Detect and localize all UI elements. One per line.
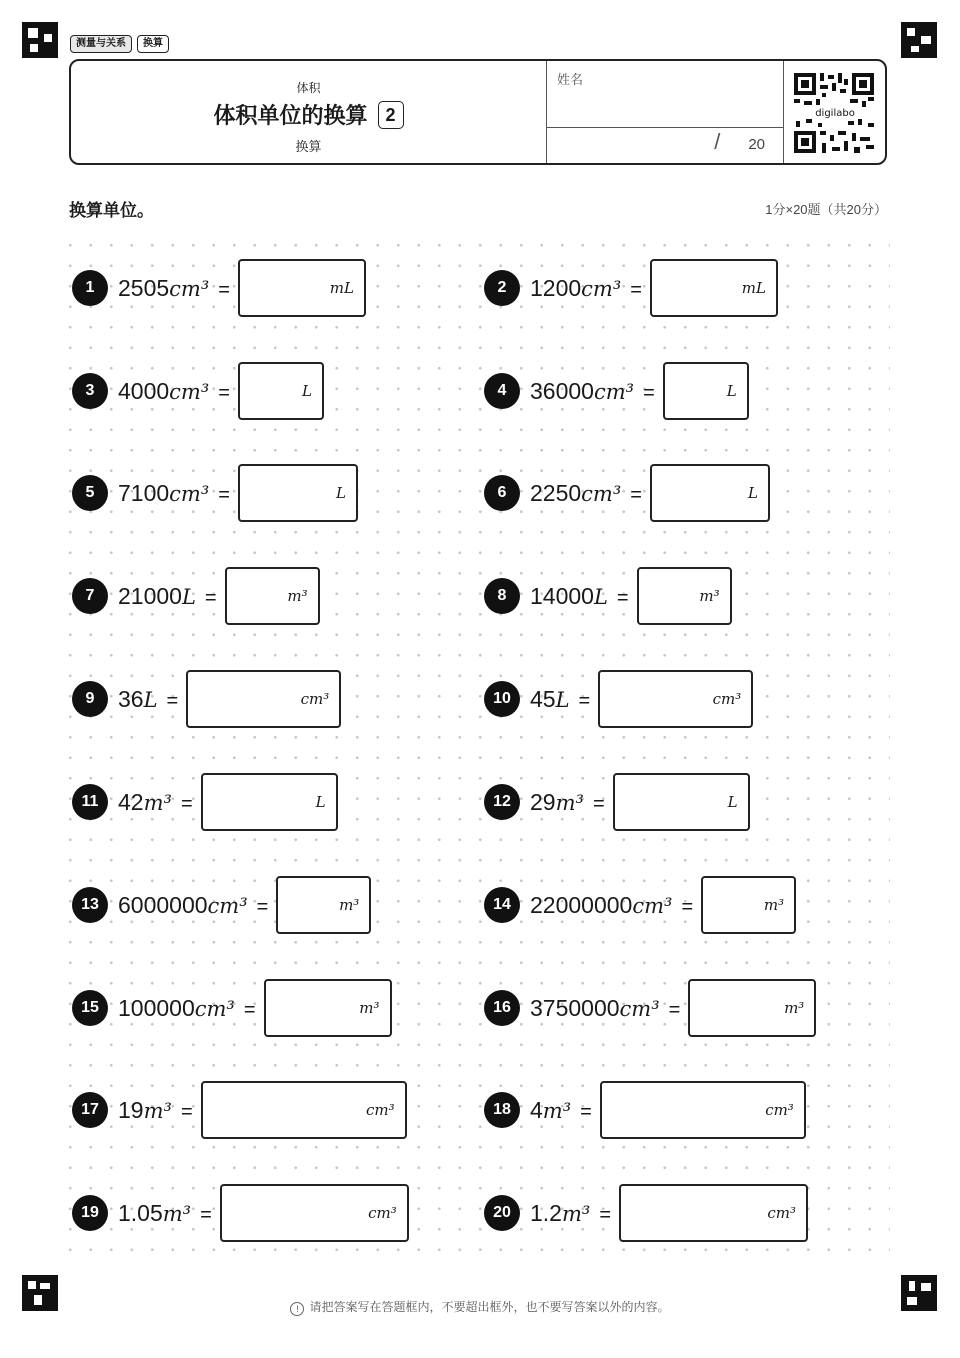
info-icon: ! [290, 1302, 304, 1316]
problem-value: 100000 [118, 994, 195, 1021]
name-label: 姓名 [557, 72, 584, 87]
problem-value: 45 [530, 685, 556, 712]
problem-3 [72, 360, 324, 422]
problem-expression [118, 1200, 220, 1227]
problem-value: 7100 [118, 479, 170, 506]
answer-unit: cm³ [365, 1101, 395, 1119]
equals-sign: = [256, 895, 269, 918]
problem-8 [484, 565, 732, 627]
problem-value: 4 [530, 1096, 543, 1123]
problem-7 [72, 565, 320, 627]
equals-sign: = [180, 792, 193, 815]
problem-number-badge: 3 [72, 373, 108, 409]
equals-sign: = [243, 998, 256, 1021]
problem-source-unit: L [143, 687, 158, 712]
problem-expression [118, 583, 225, 610]
problem-20 [484, 1182, 808, 1244]
problem-number-badge: 8 [484, 578, 520, 614]
answer-box[interactable] [238, 362, 324, 420]
equals-sign: = [599, 1203, 612, 1226]
timing-text: 1分×20题（共20分） [765, 199, 887, 218]
problem-number-badge: 10 [484, 681, 520, 717]
problem-number-badge: 4 [484, 373, 520, 409]
problem-expression [118, 1097, 201, 1124]
equals-sign: = [592, 792, 605, 815]
answer-unit: m³ [339, 896, 360, 914]
problem-value: 1.2 [530, 1199, 562, 1226]
title-block [71, 61, 546, 163]
problem-15 [72, 977, 392, 1039]
tag-conversion: 换算 [137, 35, 169, 53]
answer-box[interactable] [650, 464, 770, 522]
answer-box[interactable] [276, 876, 371, 934]
problem-value: 21000 [118, 582, 182, 609]
equals-sign: = [668, 998, 681, 1021]
corner-marker-top-right [901, 22, 937, 58]
problem-14 [484, 874, 796, 936]
equals-sign: = [180, 1100, 193, 1123]
problem-number-badge: 20 [484, 1195, 520, 1231]
problem-13 [72, 874, 371, 936]
answer-box[interactable] [264, 979, 392, 1037]
score-slash: / [714, 129, 721, 154]
answer-box[interactable] [220, 1184, 409, 1242]
problem-expression [530, 686, 598, 713]
problem-expression [530, 789, 613, 816]
problem-value: 1200 [530, 274, 582, 301]
answer-box[interactable] [619, 1184, 808, 1242]
worksheet-subtitle: 体积 [296, 81, 321, 95]
answer-unit: mL [741, 279, 766, 297]
equals-sign: = [643, 381, 655, 404]
problem-value: 3750000 [530, 994, 620, 1021]
answer-unit: L [335, 484, 346, 502]
problem-source-unit: cm³ [169, 379, 210, 404]
problem-source-unit: m³ [555, 790, 584, 815]
problem-source-unit: L [555, 687, 570, 712]
corner-marker-top-left [22, 22, 58, 58]
problem-value: 29 [530, 788, 556, 815]
problem-number-badge: 12 [484, 784, 520, 820]
problem-source-unit: cm³ [619, 996, 660, 1021]
problem-expression [118, 378, 238, 405]
worksheet-unit-label: 换算 [295, 139, 322, 154]
problem-number-badge: 14 [484, 887, 520, 923]
problem-expression [118, 995, 264, 1022]
answer-box[interactable] [201, 1081, 407, 1139]
worksheet-number: 2 [378, 101, 404, 129]
problem-source-unit: cm³ [581, 481, 622, 506]
problem-expression [118, 892, 276, 919]
equals-sign: = [630, 483, 642, 506]
problem-source-unit: cm³ [581, 276, 622, 301]
problem-value: 6000000 [118, 891, 208, 918]
problem-19 [72, 1182, 409, 1244]
category-tags [70, 35, 169, 53]
problem-6 [484, 462, 770, 524]
problem-number-badge: 5 [72, 475, 108, 511]
answer-unit: cm³ [300, 690, 330, 708]
answer-box[interactable] [701, 876, 796, 934]
problem-value: 2505 [118, 274, 170, 301]
problem-expression [530, 995, 688, 1022]
score-total: 20 [748, 136, 765, 153]
instruction-text: 换算单位。 [69, 201, 154, 220]
score-field[interactable] [714, 129, 765, 155]
problem-source-unit: cm³ [207, 893, 248, 918]
answer-box[interactable] [186, 670, 341, 728]
name-field[interactable] [547, 61, 783, 128]
tag-measurement: 测量与关系 [70, 35, 132, 53]
answer-unit: L [301, 382, 312, 400]
worksheet-title-row [71, 99, 546, 130]
problem-number-badge: 19 [72, 1195, 108, 1231]
equals-sign: = [200, 1203, 212, 1226]
answer-unit: L [726, 382, 737, 400]
problem-2 [484, 257, 778, 319]
problem-number-badge: 11 [72, 784, 108, 820]
student-info-block [546, 61, 784, 163]
answer-unit: cm³ [765, 1101, 794, 1119]
problem-expression [118, 480, 238, 507]
problem-12 [484, 771, 750, 833]
problem-expression [530, 892, 701, 919]
problem-expression [530, 378, 663, 405]
answer-box[interactable] [650, 259, 778, 317]
equals-sign: = [580, 1100, 592, 1123]
problem-5 [72, 462, 358, 524]
answer-unit: L [747, 484, 758, 502]
equals-sign: = [166, 689, 179, 712]
problem-number-badge: 1 [72, 270, 108, 306]
problem-1 [72, 257, 366, 319]
answer-box[interactable] [637, 567, 732, 625]
problem-number-badge: 9 [72, 681, 108, 717]
problem-source-unit: m³ [143, 1098, 172, 1123]
qr-label: digilabo [815, 108, 855, 119]
problem-expression [530, 1097, 600, 1124]
problem-source-unit: cm³ [194, 996, 235, 1021]
problem-value: 36000 [530, 377, 594, 404]
equals-sign: = [578, 689, 591, 712]
answer-box[interactable] [688, 979, 816, 1037]
problem-number-badge: 2 [484, 270, 520, 306]
problem-expression [530, 1200, 619, 1227]
problem-source-unit: m³ [143, 790, 172, 815]
problem-value: 2250 [530, 479, 582, 506]
problem-value: 42 [118, 788, 144, 815]
problem-10 [484, 668, 753, 730]
problem-expression [530, 583, 637, 610]
problem-source-unit: cm³ [593, 379, 635, 404]
answer-unit: m³ [359, 999, 380, 1017]
answer-box[interactable] [225, 567, 320, 625]
problem-source-unit: m³ [561, 1201, 591, 1226]
problem-16 [484, 977, 816, 1039]
answer-unit: m³ [699, 587, 720, 605]
equals-sign: = [616, 586, 629, 609]
equals-sign: = [630, 278, 642, 301]
problem-source-unit: m³ [162, 1201, 192, 1226]
equals-sign: = [218, 278, 230, 301]
problem-number-badge: 6 [484, 475, 520, 511]
qr-code-icon [792, 71, 876, 155]
footer-text: 请把答案写在答题框内，不要超出框外，也不要写答案以外的内容。 [309, 1300, 670, 1314]
answer-box[interactable] [598, 670, 753, 728]
problem-number-badge: 18 [484, 1092, 520, 1128]
answer-unit: cm³ [712, 690, 742, 708]
problem-4 [484, 360, 749, 422]
problem-18 [484, 1079, 806, 1141]
problem-9 [72, 668, 341, 730]
answer-box[interactable] [238, 259, 366, 317]
problem-expression [118, 275, 238, 302]
problem-value: 14000 [530, 582, 594, 609]
equals-sign: = [218, 483, 230, 506]
answer-unit: m³ [287, 587, 308, 605]
problem-17 [72, 1079, 407, 1141]
problem-number-badge: 15 [72, 990, 108, 1026]
footer-note [0, 1298, 960, 1316]
problem-source-unit: L [593, 584, 608, 609]
answer-box[interactable] [663, 362, 749, 420]
problem-number-badge: 7 [72, 578, 108, 614]
problem-value: 22000000 [530, 891, 633, 918]
equals-sign: = [218, 381, 230, 404]
problem-number-badge: 16 [484, 990, 520, 1026]
answer-box[interactable] [201, 773, 338, 831]
problem-source-unit: m³ [542, 1098, 572, 1123]
answer-box[interactable] [613, 773, 750, 831]
problem-source-unit: cm³ [632, 893, 673, 918]
problem-source-unit: cm³ [169, 481, 210, 506]
equals-sign: = [204, 586, 217, 609]
problem-expression [118, 789, 201, 816]
answer-unit: cm³ [368, 1204, 397, 1222]
answer-unit: mL [329, 279, 354, 297]
answer-unit: m³ [763, 896, 785, 914]
equals-sign: = [681, 895, 694, 918]
problem-expression [118, 686, 186, 713]
problem-value: 4000 [118, 377, 170, 404]
worksheet-title: 体积单位的换算 [213, 103, 368, 128]
problem-number-badge: 17 [72, 1092, 108, 1128]
problem-value: 19 [118, 1096, 144, 1123]
problem-source-unit: L [181, 584, 196, 609]
answer-box[interactable] [238, 464, 358, 522]
problem-number-badge: 13 [72, 887, 108, 923]
problem-source-unit: cm³ [169, 276, 210, 301]
problem-11 [72, 771, 338, 833]
answer-unit: m³ [784, 999, 805, 1017]
problem-expression [530, 480, 650, 507]
answer-unit: L [315, 793, 326, 811]
answer-unit: cm³ [767, 1204, 797, 1222]
problem-value: 36 [118, 685, 144, 712]
answer-box[interactable] [600, 1081, 806, 1139]
problem-value: 1.05 [118, 1199, 163, 1226]
problem-expression [530, 275, 650, 302]
answer-unit: L [727, 793, 738, 811]
worksheet-header [69, 59, 887, 165]
